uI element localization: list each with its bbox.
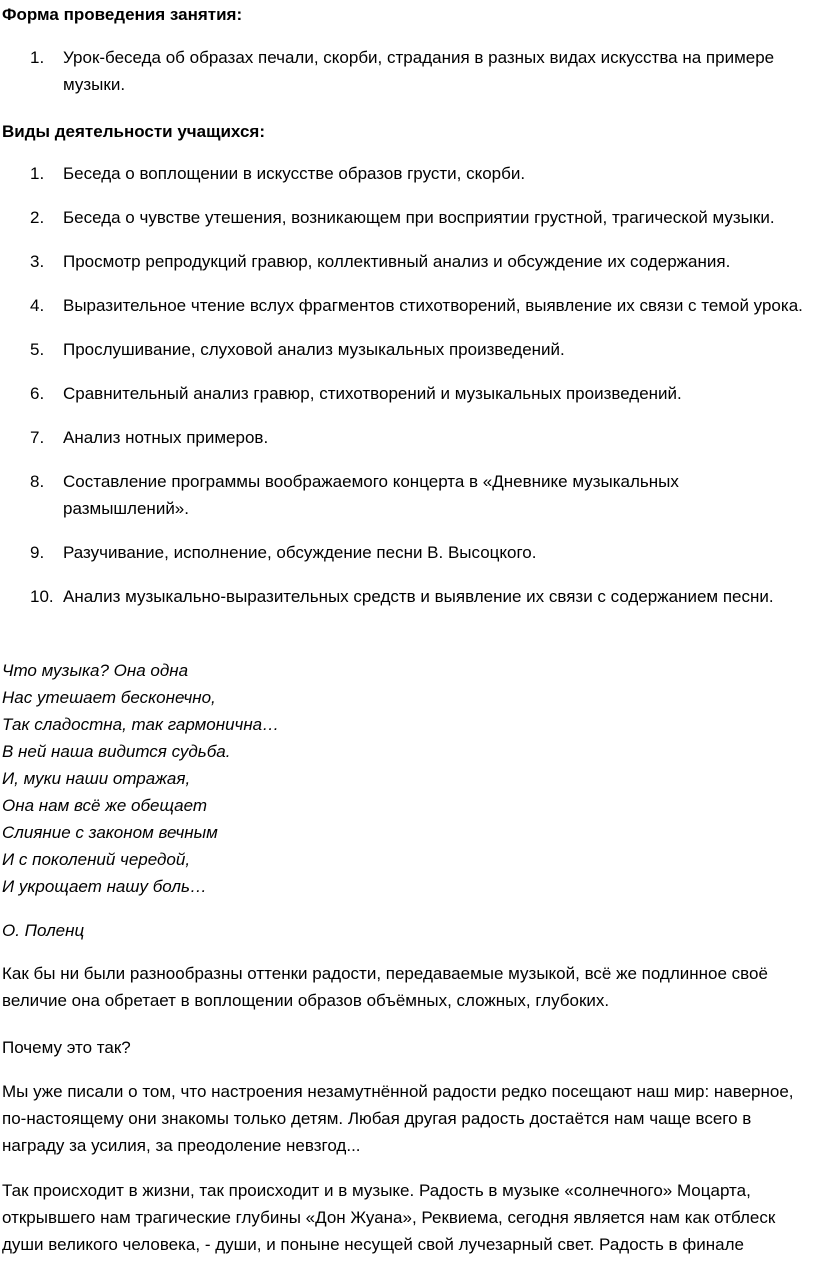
list-item [0,292,803,319]
poem-author: О. Поленц [2,921,85,940]
poem-line: Что музыка? Она одна [2,661,189,680]
poem-line: И, муки наши отражая, [2,769,191,788]
list-item [0,424,803,451]
list-item-text: Анализ музыкально-выразительных средств и выявление их связи с содержанием песни. [63,587,774,606]
poem-line: В ней наша видится судьба. [2,742,231,761]
heading-student-activities: Виды деятельности учащихся: [2,122,265,141]
list-item [0,204,803,231]
heading-lesson-form: Форма проведения занятия: [2,5,243,24]
list-item [0,336,803,363]
list-item-number: 1. [30,164,45,183]
student-activities-list [0,160,803,627]
paragraph: Так происходит в жизни, так происходит и в музыке. Радость в музыке «солнечного» Моцарта, открывшего нам трагические глубины «Дон Жуана», Реквиема, сегодня является нам как отблеск души великого человека, - души, и поныне несущей свой лучезарный свет. Радость в финале [2,1181,776,1254]
list-item [0,539,803,566]
list-item-text: Беседа о воплощении в искусстве образов грусти, скорби. [63,164,526,183]
poem-line: И с поколений чередой, [2,850,191,869]
list-item-number: 4. [30,296,45,315]
list-item-number: 3. [30,252,45,271]
list-item-text: Анализ нотных примеров. [63,428,269,447]
list-item-number: 9. [30,543,45,562]
poem-line: Нас утешает бесконечно, [2,688,216,707]
list-item-number: 7. [30,428,45,447]
list-item-number: 5. [30,340,45,359]
list-item-number: 1. [30,48,45,67]
list-item-text: Прослушивание, слуховой анализ музыкальных произведений. [63,340,565,359]
list-item-text: Составление программы воображаемого концерта в «Дневнике музыкальных размышлений». [63,472,679,518]
list-item-text: Выразительное чтение вслух фрагментов стихотворений, выявление их связи с темой урока. [63,296,803,315]
poem-line: Слияние с законом вечным [2,823,218,842]
list-item-text: Разучивание, исполнение, обсуждение песни В. Высоцкого. [63,543,537,562]
list-item [0,44,803,98]
list-item [0,380,803,407]
list-item-text: Беседа о чувстве утешения, возникающем при восприятии грустной, трагической музыки. [63,208,775,227]
list-item-text: Урок-беседа об образах печали, скорби, страдания в разных видах искусства на примере музыки. [63,48,775,94]
list-item-text: Сравнительный анализ гравюр, стихотворений и музыкальных произведений. [63,384,682,403]
list-item-number: 2. [30,208,45,227]
poem-line: Так сладостна, так гармонична… [2,715,280,734]
list-item [0,160,803,187]
paragraph: Как бы ни были разнообразны оттенки радости, передаваемые музыкой, всё же подлинное своё величие она обретает в воплощении образов объёмных, сложных, глубоких. [2,964,768,1010]
list-item-number: 6. [30,384,45,403]
list-item [0,468,803,522]
list-item-text: Просмотр репродукций гравюр, коллективный анализ и обсуждение их содержания. [63,252,731,271]
poem-line: Она нам всё же обещает [2,796,208,815]
list-item-number: 8. [30,472,45,491]
poem [2,657,279,900]
paragraph: Мы уже писали о том, что настроения незамутнённой радости редко посещают наш мир: наверное, по-настоящему они знакомы только детям. Любая другая радость достаётся нам чаще всего в награду за усилия, за преодоление невзгод... [2,1082,794,1155]
poem-line: И укрощает нашу боль… [2,877,207,896]
list-item [0,583,803,610]
list-item [0,248,803,275]
paragraph: Почему это так? [2,1038,131,1057]
lesson-form-list [0,44,803,115]
list-item-number: 10. [30,587,54,606]
